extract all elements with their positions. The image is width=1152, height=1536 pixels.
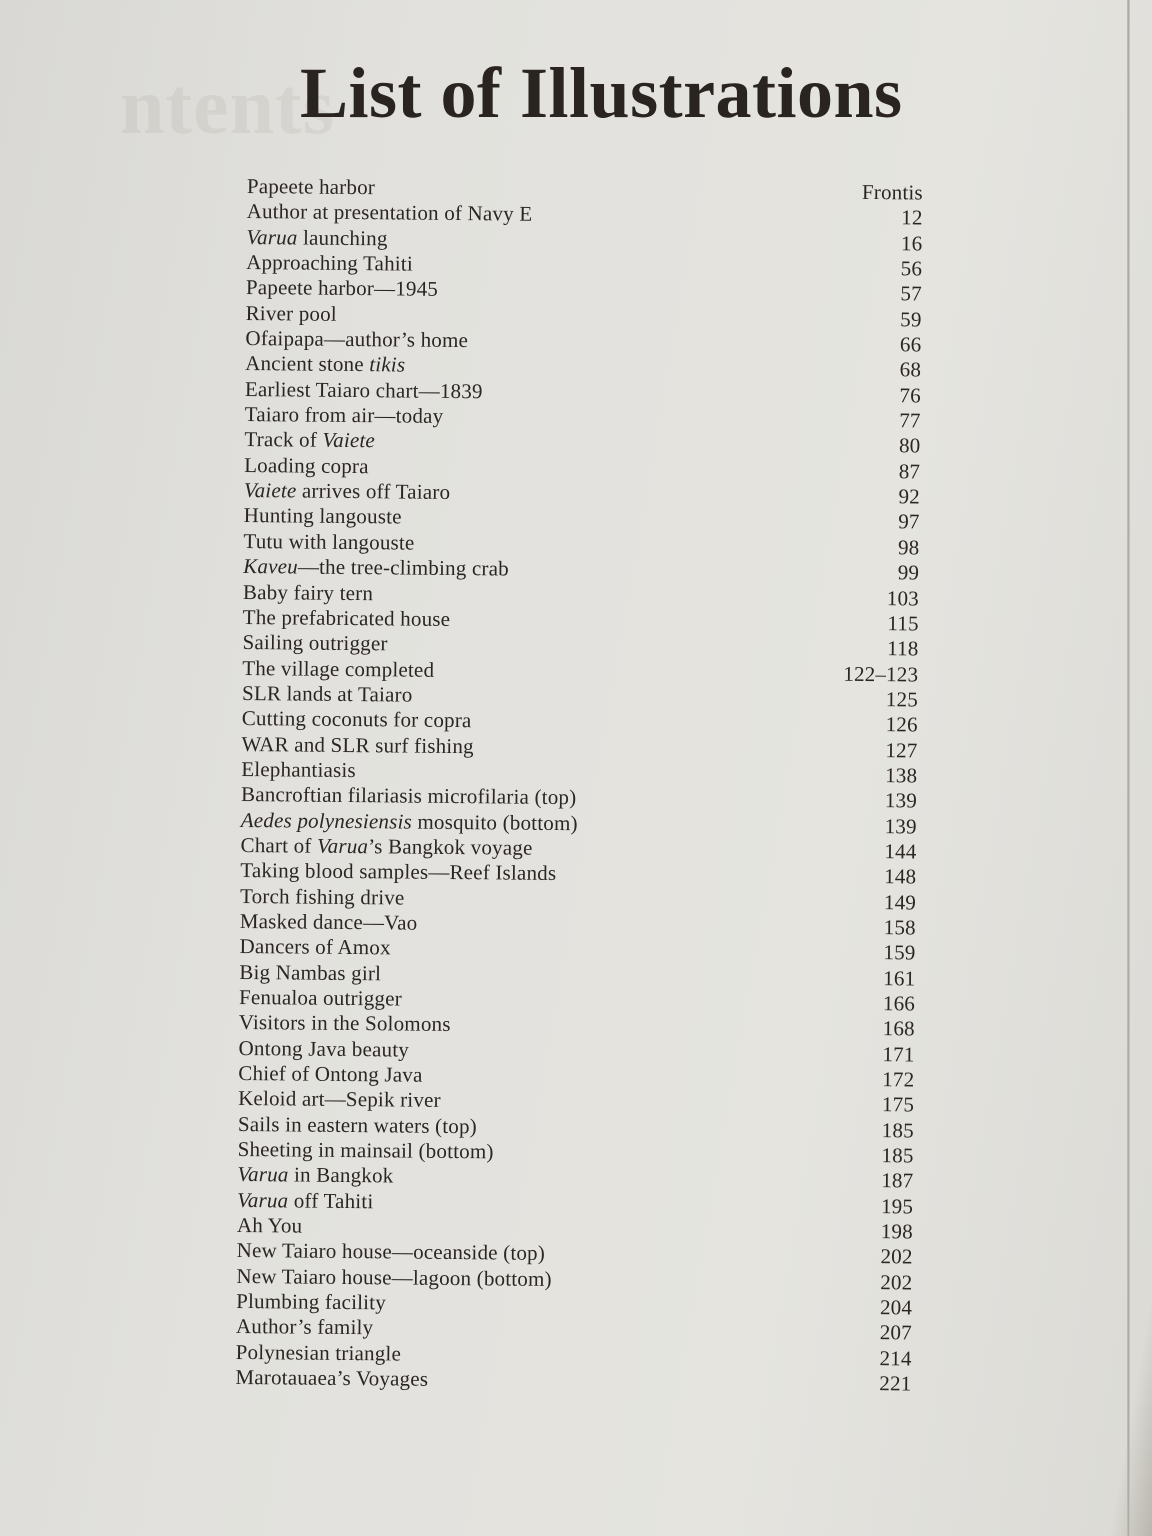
page-number: 16 xyxy=(900,230,923,256)
page-number: 97 xyxy=(898,509,920,534)
illustration-caption: Author at presentation of Navy E xyxy=(246,199,533,227)
illustration-caption: The village completed xyxy=(242,655,435,682)
show-through-text: ntents xyxy=(120,63,335,151)
page-number: 138 xyxy=(885,763,918,788)
page-number: 139 xyxy=(884,813,917,839)
page-number: 77 xyxy=(899,408,921,433)
page-number: 161 xyxy=(883,965,916,991)
page-number: 98 xyxy=(897,535,920,560)
page-number: 87 xyxy=(898,459,921,484)
caption-part: launching xyxy=(297,225,388,251)
page-number: 149 xyxy=(883,889,917,915)
caption-part: off Tahiti xyxy=(288,1188,374,1214)
illustration-caption: WAR and SLR surf fishing xyxy=(241,731,474,758)
page-number: 59 xyxy=(900,306,922,332)
illustration-caption: Baby fairy tern xyxy=(242,579,374,605)
illustration-caption: Chief of Ontong Java xyxy=(238,1060,423,1087)
italic-caption-part: Varua xyxy=(316,833,369,859)
illustration-caption: Sheeting in mainsail (bottom) xyxy=(237,1137,494,1164)
italic-caption-part: Vaiete xyxy=(322,428,376,453)
page-number: 103 xyxy=(886,585,920,610)
illustration-caption: Taking blood samples—Reef Islands xyxy=(240,858,557,886)
page-number: 56 xyxy=(900,256,923,281)
page-number: 126 xyxy=(885,712,918,737)
illustration-caption: Taiaro from air—today xyxy=(244,402,444,428)
illustration-caption xyxy=(237,1162,393,1188)
page-number: 125 xyxy=(885,687,919,712)
page-number: 202 xyxy=(880,1269,913,1295)
illustration-caption xyxy=(245,351,405,378)
illustration-caption xyxy=(243,554,509,582)
page-number: 144 xyxy=(884,839,917,864)
illustration-caption: Earliest Taiaro chart—1839 xyxy=(244,376,483,404)
illustration-caption: SLR lands at Taiaro xyxy=(241,680,413,707)
page-number: 214 xyxy=(879,1345,912,1371)
caption-part: arrives off Taiaro xyxy=(296,478,451,505)
illustration-caption: Author’s family xyxy=(235,1314,374,1340)
list-item xyxy=(235,1365,911,1397)
page-number: 148 xyxy=(884,864,917,889)
illustration-caption xyxy=(244,478,450,505)
illustration-caption: New Taiaro house—lagoon (bottom) xyxy=(236,1263,552,1291)
illustration-caption xyxy=(244,427,375,453)
page-number: 172 xyxy=(882,1067,915,1092)
page-number: 139 xyxy=(884,788,918,813)
page-number: 12 xyxy=(901,205,923,230)
illustration-caption: Approaching Tahiti xyxy=(246,250,414,276)
illustration-caption: Big Nambas girl xyxy=(239,959,382,985)
illustration-caption: Polynesian triangle xyxy=(235,1339,402,1366)
caption-part: —the tree-climbing crab xyxy=(297,554,510,581)
italic-caption-part: tikis xyxy=(369,352,406,377)
caption-part: ’s Bangkok voyage xyxy=(368,834,533,860)
illustration-caption: Bancroftian filariasis microfilaria (top) xyxy=(240,782,577,810)
page-number: 118 xyxy=(887,636,919,661)
illustration-caption: River pool xyxy=(245,300,338,326)
page-number: 198 xyxy=(880,1219,913,1244)
page-number: 175 xyxy=(881,1092,915,1117)
page-number: 195 xyxy=(880,1193,914,1219)
illustration-caption: Papeete harbor xyxy=(246,174,376,200)
page-number: 185 xyxy=(881,1117,914,1143)
page-number: 158 xyxy=(883,915,916,940)
illustration-caption xyxy=(240,833,532,861)
illustration-caption: Sailing outrigger xyxy=(242,630,388,656)
page-number: 66 xyxy=(899,332,922,357)
caption-part: in Bangkok xyxy=(288,1162,394,1188)
caption-part: Track of xyxy=(244,427,323,453)
page-number: 171 xyxy=(882,1041,915,1067)
page-number: 166 xyxy=(882,991,916,1016)
page-number: 202 xyxy=(880,1244,913,1269)
page-edge xyxy=(1127,0,1130,1536)
illustration-caption: Sails in eastern waters (top) xyxy=(237,1111,478,1138)
italic-caption-part: Varua xyxy=(246,224,298,250)
page-number: 168 xyxy=(882,1016,915,1041)
illustration-caption: Cutting coconuts for copra xyxy=(241,706,472,733)
italic-caption-part: Aedes polynesiensis xyxy=(240,807,413,834)
page-number: 80 xyxy=(898,433,921,458)
illustration-caption xyxy=(241,808,578,836)
illustration-caption: Ontong Java beauty xyxy=(238,1035,410,1062)
caption-part: mosquito (bottom) xyxy=(411,809,578,835)
page-number: 68 xyxy=(899,357,922,382)
page-number: 207 xyxy=(879,1320,913,1345)
illustration-caption: Visitors in the Solomons xyxy=(238,1010,451,1037)
italic-caption-part: Vaiete xyxy=(243,478,297,503)
page-number: Frontis xyxy=(861,179,923,205)
illustration-caption xyxy=(246,225,387,251)
illustration-caption: Hunting langouste xyxy=(243,503,402,529)
illustration-caption: Masked dance—Vao xyxy=(239,908,418,935)
illustration-caption: Fenualoa outrigger xyxy=(238,984,403,1011)
illustration-caption: Dancers of Amox xyxy=(239,934,391,960)
italic-caption-part: Varua xyxy=(237,1162,289,1187)
page-number: 127 xyxy=(885,737,918,763)
illustration-caption: Elephantiasis xyxy=(241,756,356,782)
illustration-caption: Loading copra xyxy=(244,452,369,478)
page-number: 185 xyxy=(881,1143,914,1168)
caption-part: Chart of xyxy=(240,832,318,858)
illustration-caption: Ah You xyxy=(236,1213,303,1238)
page-number: 115 xyxy=(887,611,919,636)
italic-caption-part: Kaveu xyxy=(243,554,299,579)
illustration-caption: Ofaipapa—author’s home xyxy=(245,326,469,353)
illustration-caption: Torch fishing drive xyxy=(239,883,405,910)
page-number: 187 xyxy=(881,1168,914,1193)
page-number: 204 xyxy=(879,1295,913,1320)
illustration-caption: Tutu with langouste xyxy=(243,528,415,555)
page-number: 122–123 xyxy=(843,661,919,686)
page-number: 57 xyxy=(900,281,922,306)
illustration-caption: New Taiaro house—oceanside (top) xyxy=(236,1238,546,1266)
illustrations-list xyxy=(235,174,923,1397)
illustration-caption xyxy=(237,1188,374,1214)
illustration-caption: Marotauaea’s Voyages xyxy=(235,1365,429,1391)
page-title: List of Illustrations xyxy=(300,53,903,133)
illustration-caption: Keloid art—Sepik river xyxy=(238,1086,441,1113)
page-number: 221 xyxy=(879,1371,912,1396)
illustration-caption: Plumbing facility xyxy=(236,1289,387,1315)
page-number: 159 xyxy=(883,940,916,965)
page-number: 76 xyxy=(899,383,922,408)
caption-part: Ancient stone xyxy=(245,351,370,377)
illustration-caption: The prefabricated house xyxy=(242,604,451,631)
illustration-caption: Papeete harbor—1945 xyxy=(245,275,439,302)
page-number: 99 xyxy=(897,560,920,585)
italic-caption-part: Varua xyxy=(237,1187,289,1213)
page-number: 92 xyxy=(898,484,921,509)
